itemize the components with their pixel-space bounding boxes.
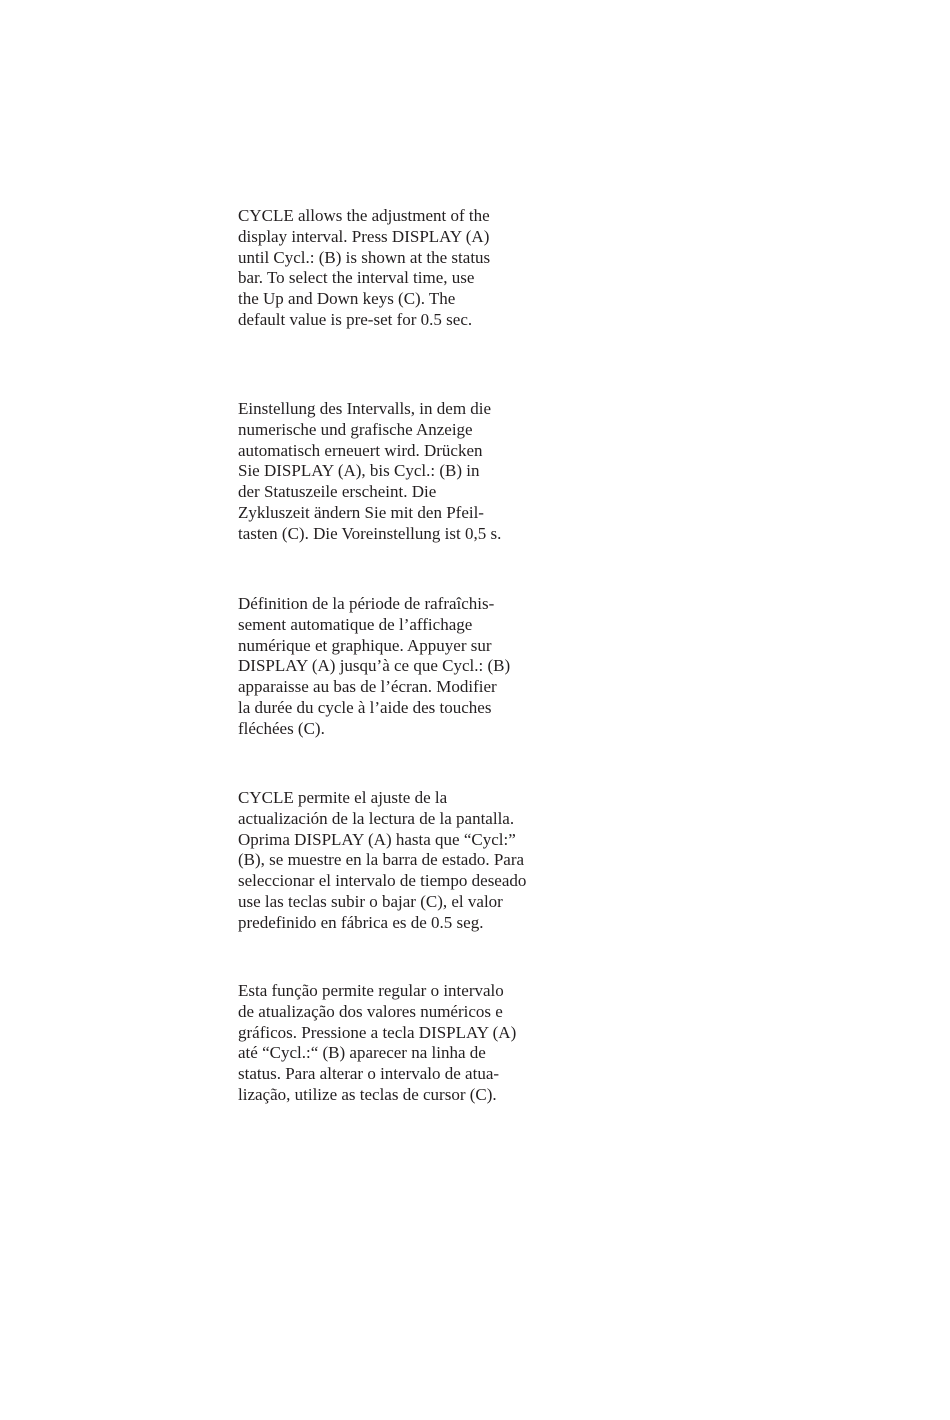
paragraph-line: la durée du cycle à l’aide des touches [238,697,492,717]
paragraph-line: apparaisse au bas de l’écran. Modifier [238,677,497,697]
paragraph-french [238,594,510,740]
paragraph-line: actualización de la lectura de la pantalla. [238,808,515,828]
paragraph-line: until Cycl.: (B) is shown at the status [238,247,491,267]
paragraph-line: Définition de la période de rafraîchis- [238,594,495,613]
paragraph-line: default value is pre-set for 0.5 sec. [238,309,473,329]
paragraph-line: status. Para alterar o intervalo de atua- [238,1064,500,1084]
paragraph-line: DISPLAY (A) jusqu’à ce que Cycl.: (B) [238,656,511,676]
paragraph-line: Oprima DISPLAY (A) hasta que “Cycl:” [238,829,516,849]
paragraph-line: fléchées (C). [238,718,325,738]
paragraph-english [238,206,490,331]
paragraph-line: lização, utilize as teclas de cursor (C). [238,1084,497,1104]
paragraph-line: até “Cycl.:“ (B) aparecer na linha de [238,1043,486,1063]
paragraph-line: sement automatique de l’affichage [238,614,473,634]
paragraph-line: de atualização dos valores numéricos e [238,1001,503,1021]
paragraph-line: display interval. Press DISPLAY (A) [238,226,490,246]
paragraph-line: use las teclas subir o bajar (C), el valor [238,891,503,911]
paragraph-line: Zykluszeit ändern Sie mit den Pfeil- [238,502,484,522]
paragraph-line: automatisch erneuert wird. Drücken [238,440,483,460]
paragraph-line: Sie DISPLAY (A), bis Cycl.: (B) in [238,461,480,481]
paragraph-line: numerische und grafische Anzeige [238,419,473,439]
paragraph-line: CYCLE allows the adjustment of the [238,206,490,225]
paragraph-line: Einstellung des Intervalls, in dem die [238,399,492,418]
paragraph-portuguese [238,981,516,1106]
paragraph-line: CYCLE permite el ajuste de la [238,788,448,807]
paragraph-line: Esta função permite regular o intervalo [238,981,504,1000]
paragraph-line: gráficos. Pressione a tecla DISPLAY (A) [238,1022,517,1042]
paragraph-line: (B), se muestre en la barra de estado. Para [238,850,525,870]
paragraph-german [238,399,501,545]
paragraph-line: the Up and Down keys (C). The [238,289,456,309]
paragraph-line: numérique et graphique. Appuyer sur [238,635,492,655]
paragraph-line: predefinido en fábrica es de 0.5 seg. [238,912,484,932]
paragraph-line: tasten (C). Die Voreinstellung ist 0,5 s. [238,523,502,543]
paragraph-spanish [238,788,526,934]
paragraph-line: der Statuszeile erscheint. Die [238,482,437,502]
paragraph-line: bar. To select the interval time, use [238,268,475,288]
paragraph-line: seleccionar el intervalo de tiempo deseado [238,871,527,891]
